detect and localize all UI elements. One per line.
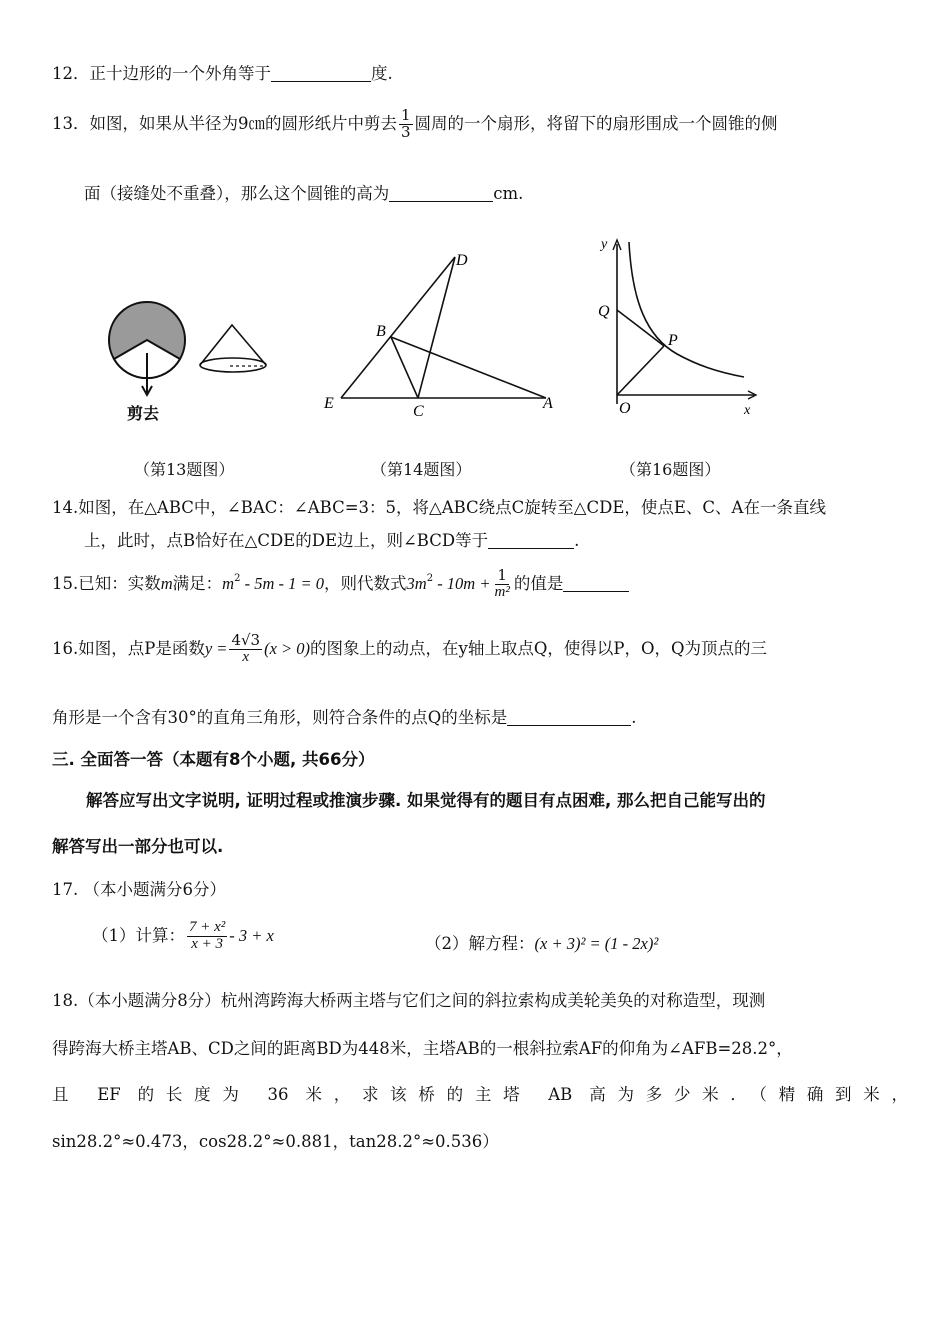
q15-answer-blank[interactable]	[563, 574, 629, 592]
q15-expr-a: 3m	[406, 573, 427, 593]
figure-14	[318, 245, 558, 425]
q13-frac-den: 3	[401, 122, 411, 141]
label-C: C	[413, 403, 424, 420]
q14-line1: 14.如图，在△ABC中，∠BAC：∠ABC=3：5，将△ABC绕点C旋转至△CDE，使点E、C、A在一条直线	[52, 498, 826, 517]
q17-frac-num: 7 + x²	[189, 919, 226, 935]
question-13-line2	[84, 180, 523, 204]
q13-suffix: 圆周的一个扇形，将留下的扇形围成一个圆锥的侧	[414, 113, 778, 133]
q14-line2-suffix: .	[574, 531, 580, 550]
question-13	[52, 108, 778, 141]
figure-16	[592, 232, 772, 427]
hyperbola-curve	[629, 242, 744, 377]
cone-sides	[200, 325, 266, 365]
q12-prefix: 12．正十边形的一个外角等于	[52, 64, 271, 83]
question-14	[52, 494, 826, 518]
label-E: E	[324, 395, 334, 412]
q14-line2-prefix: 上，此时，点B恰好在△CDE的DE边上，则∠BCD等于	[84, 531, 489, 550]
q13-line2-suffix: cm.	[493, 184, 524, 203]
q16-cond: (x > 0)	[264, 638, 311, 658]
q16-prefix: 16.如图，点P是函数	[52, 638, 205, 658]
section-3-instruction-2: 解答写出一部分也可以.	[52, 837, 224, 856]
q16-frac-num: 4√3	[231, 631, 261, 649]
cut-label: 剪去	[127, 404, 160, 423]
question-16-line2	[52, 704, 637, 728]
q15-fraction	[492, 568, 511, 601]
q17-p1-label: （1）计算：	[92, 925, 185, 945]
q12-suffix: 度.	[371, 64, 393, 83]
fig16-caption: （第16题图）	[620, 460, 721, 479]
q13-line2-prefix: 面（接缝处不重叠），那么这个圆锥的高为	[84, 184, 390, 203]
q17-p2-eq: (x + 3)² = (1 - 2x)²	[534, 934, 659, 953]
q13-fraction	[399, 108, 413, 141]
q17-frac-den: x + 3	[191, 935, 224, 952]
label-y: y	[601, 237, 608, 252]
question-18-line1: 18.（本小题满分8分）杭州湾跨海大桥两主塔与它们之间的斜拉索构成美轮美奂的对称造型，现测	[52, 991, 766, 1010]
line-QP	[617, 310, 664, 346]
question-18-line3: 且 EF 的长度为 36 米，求该桥的主塔 AB 高为多少米．（精确到米，	[52, 1085, 908, 1104]
q16-line2-suffix: .	[631, 708, 637, 727]
q15-suffix: 的值是	[513, 573, 564, 593]
fig14-caption: （第14题图）	[371, 460, 472, 479]
question-17-title: 17. （本小题满分6分）	[52, 880, 226, 899]
label-Q: Q	[598, 303, 610, 320]
cone-base	[200, 358, 266, 372]
q15-eq-a: m	[222, 573, 235, 593]
q13-frac-num: 1	[401, 106, 411, 124]
question-18-line4: sin28.2°≈0.473，cos28.2°≈0.881，tan28.2°≈0.536）	[52, 1132, 499, 1151]
question-17-part2	[425, 930, 658, 954]
q15-mid2: ，则代数式	[324, 573, 407, 593]
line-ED	[341, 257, 455, 398]
label-A: A	[543, 395, 553, 412]
q17-p2-label: （2）解方程：	[425, 934, 535, 953]
q15-var: m	[160, 573, 173, 593]
q12-answer-blank[interactable]	[271, 65, 371, 83]
question-16	[52, 633, 767, 666]
q16-fraction	[229, 633, 262, 666]
question-15: 15.已知：实数m满足：$m^2 - 5m - 1 = 0$，则代数式$3m^2 - 10m$ + $\frac{1}{\text{m²}}$ 的值是	[52, 568, 629, 601]
question-18-line2: 得跨海大桥主塔AB、CD之间的距离BD为448米，主塔AB的一根斜拉索AF的仰角为∠AFB=28.2°，	[52, 1039, 793, 1058]
q16-suffix: 的图象上的动点，在y轴上取点Q，使得以P，O，Q为顶点的三	[310, 638, 768, 658]
label-D: D	[456, 252, 468, 269]
q15-frac-den: m²	[494, 583, 510, 600]
q16-answer-blank[interactable]	[507, 709, 631, 727]
q16-func-lhs: y =	[204, 638, 228, 658]
q15-eq-b: - 5m - 1 = 0	[240, 573, 325, 593]
q17-fraction	[187, 920, 227, 953]
label-P: P	[668, 332, 678, 349]
q15-prefix: 15.已知：实数	[52, 573, 161, 593]
q15-frac-num: 1	[497, 566, 507, 584]
q16-frac-den: x	[242, 648, 250, 665]
label-x: x	[744, 403, 751, 418]
section-3-instruction-1: 解答应写出文字说明, 证明过程或推演步骤. 如果觉得有的题目有点困难, 那么把自己能写出的	[86, 791, 766, 810]
line-OP	[617, 346, 664, 395]
q16-line2-prefix: 角形是一个含有30°的直角三角形，则符合条件的点Q的坐标是	[52, 708, 508, 727]
question-12	[52, 60, 393, 84]
q13-answer-blank[interactable]	[389, 185, 493, 203]
fig13-caption: （第13题图）	[134, 460, 235, 479]
line-DC	[418, 257, 455, 398]
q14-answer-blank[interactable]	[488, 532, 574, 550]
question-14-line2	[84, 527, 579, 551]
q17-p1-tail: - 3 + x	[229, 925, 274, 945]
section-3-heading: 三. 全面答一答（本题有8个小题, 共66分）	[52, 750, 375, 769]
question-17-part1	[92, 920, 274, 953]
q15-expr-b: - 10m +	[433, 573, 491, 593]
q15-mid1: 满足：	[172, 573, 223, 593]
label-B: B	[376, 323, 386, 340]
label-O: O	[619, 400, 631, 417]
q13-prefix: 13．如图，如果从半径为9㎝的圆形纸片中剪去	[52, 113, 397, 133]
